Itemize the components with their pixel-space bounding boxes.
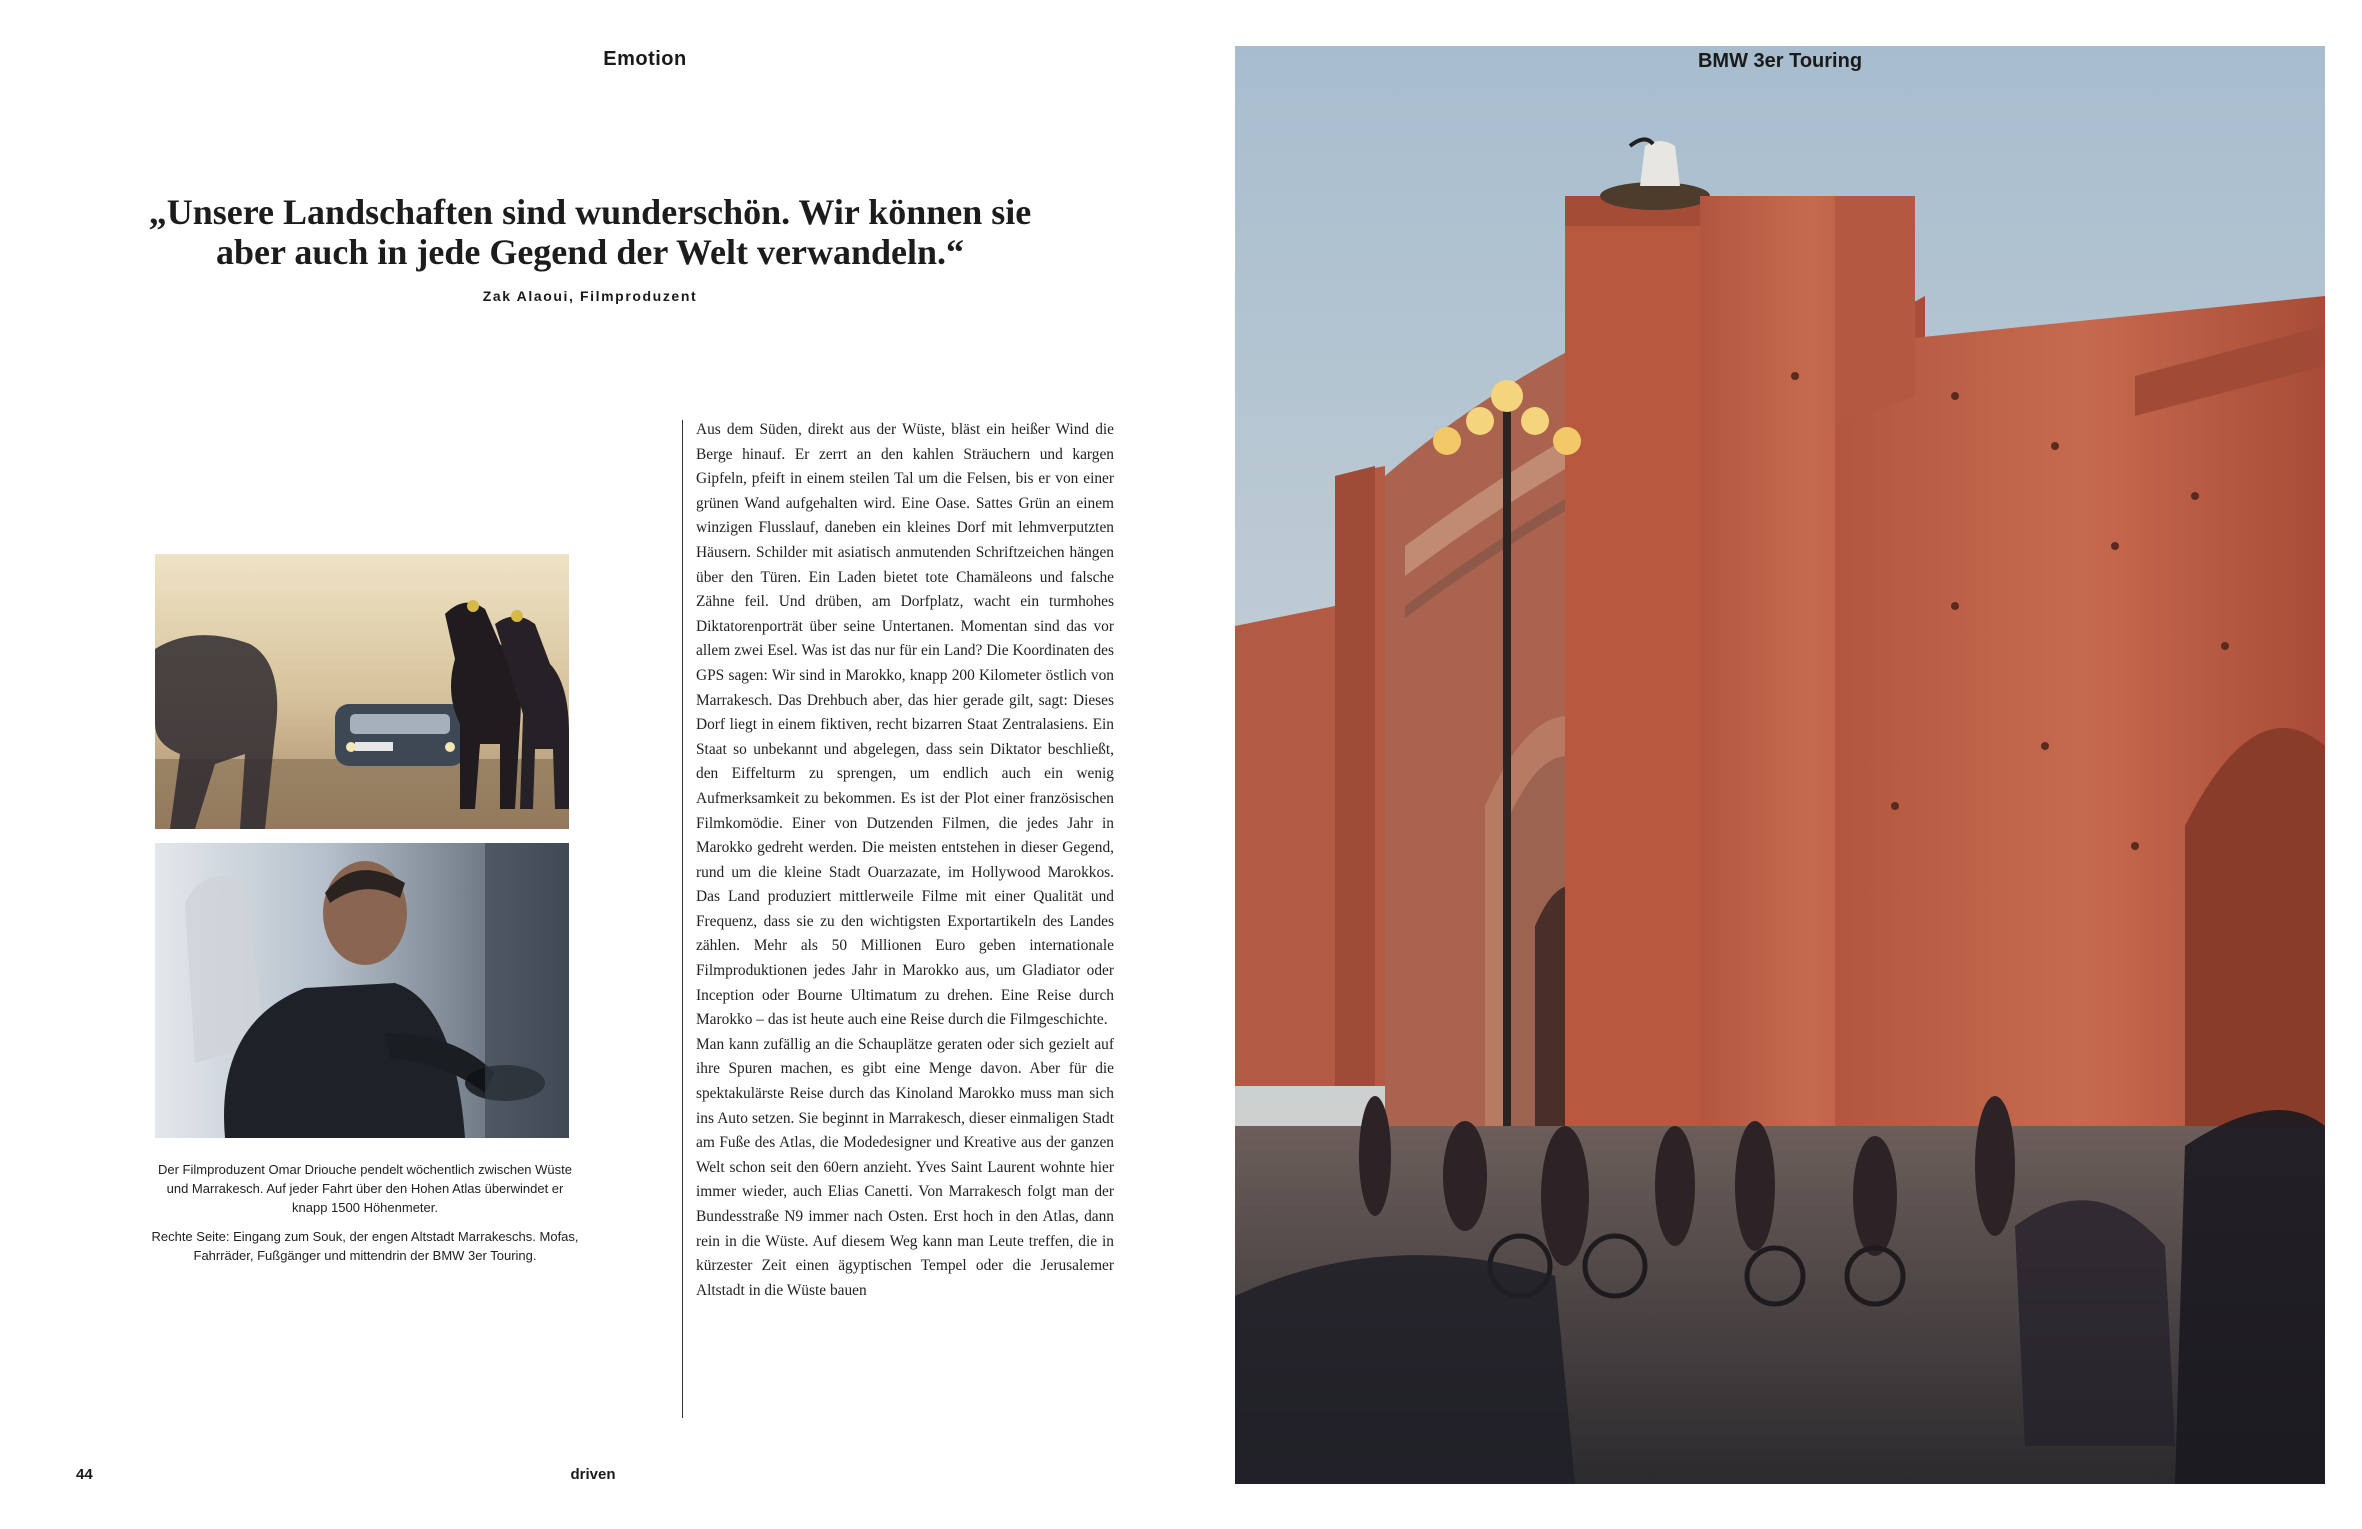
caption-driver: Der Filmproduzent Omar Driouche pendelt wöchentlich zwischen Wüste und Marrakesch. Auf jeder Fahrt über den Hohen Atlas überwindet er knapp 1500 Höhenmeter. bbox=[157, 1162, 572, 1215]
city-gate-photo bbox=[1235, 46, 2325, 1484]
article-paragraph-2: Man kann zufällig an die Schauplätze geraten oder sich gezielt auf ihre Spuren machen, es gibt eine Menge davon. Aber für die spektakulärste Reise durch das Kinoland Marokko muss man sich ins Auto setzen. Sie beginnt in Marrakesch, dieser einmaligen Stadt am Fuße des Atlas, die Modedesigner und Kreative aus der ganzen Welt schon seit den 60ern anzieht. Yves Saint Laurent wohnte hier immer wieder, auch Elias Canetti. Von Marrakesch folgt man der Bundesstraße N9 immer nach Osten. Erst hoch in den Atlas, dann rein in die Wüste. Auf diesem Weg kann man Leute treffen, die in kürzester Zeit einen ägyptischen Tempel oder die Jerusalemer Altstadt in die Wüste bauen bbox=[696, 1035, 1114, 1299]
section-label: Emotion bbox=[603, 48, 687, 70]
pull-quote bbox=[90, 192, 1090, 272]
horses-car-illustration bbox=[155, 554, 569, 829]
article-paragraph-1: Aus dem Süden, direkt aus der Wüste, bläst ein heißer Wind die Berge hinauf. Er zerrt an den kahlen Sträuchern und kargen Gipfeln, pfeift in einem steilen Tal um die Felsen, bis er von einer grünen Wand aufgehalten wird. Eine Oase. Sattes Grün an einem winzigen Flusslauf, daneben ein kleines Dorf mit lehmverputzten Häusern. Schilder mit asiatisch anmutenden Schriftzeichen hängen über den Türen. Ein Laden bietet tote Chamäleons und falsche Zähne feil. Und drüben, am Dorfplatz, wacht ein turmhohes Diktatorenporträt über seine Untertanen. Momentan sind das vor allem zwei Esel. Was ist das nur für ein Land? Die Koordinaten des GPS sagen: Wir sind in Marokko, knapp 200 Kilometer östlich von Marrakesch. Das Drehbuch aber, das hier gerade gilt, sagt: Dieses Dorf liegt in einem fiktiven, recht bizarren Staat Zentralasiens. Ein Staat so unbekannt und abgelegen, dass sein Diktator beschließt, den Eiffelturm zu sprengen, um endlich auch ein wenig Aufmerksamkeit zu bekommen. Es ist der Plot einer französischen Filmkomödie. Einer von Dutzenden Filmen, die jedes Jahr in Marokko gedreht werden. Die meisten entstehen in dieser Gegend, rund um die kleine Stadt Ouarzazate, im Hollywood Marokkos. Das Land produziert mittlerweile Filme mit einer Qualität und Frequenz, dass sie zu den wichtigsten Exportartikeln des Landes zählen. Mehr als 50 Millionen Euro geben internationale Filmproduktionen jedes Jahr in Marokko aus, um Gladiator oder Inception oder Bourne Ultimatum zu drehen. Eine Reise durch Marokko – das ist heute auch eine Reise durch die Filmgeschichte. bbox=[696, 421, 1114, 1029]
column-rule bbox=[682, 420, 683, 1418]
horses-car-photo bbox=[155, 554, 569, 829]
magazine-name: driven bbox=[570, 1466, 616, 1483]
photo-caption bbox=[150, 1160, 580, 1275]
quote-author: Zak Alaoui, Filmproduzent bbox=[482, 288, 698, 304]
right-section-label: BMW 3er Touring bbox=[1697, 50, 1863, 72]
driver-photo bbox=[155, 843, 569, 1138]
pull-quote-line-1: „Unsere Landschaften sind wunderschön. Wir können sie bbox=[148, 192, 1032, 232]
city-gate-illustration bbox=[1235, 46, 2325, 1484]
pull-quote-line-2: aber auch in jede Gegend der Welt verwandeln.“ bbox=[215, 232, 964, 272]
page-number: 44 bbox=[76, 1466, 93, 1483]
caption-right-page: Rechte Seite: Eingang zum Souk, der engen Altstadt Marrakeschs. Mofas, Fahrräder, Fußgänger und mittendrin der BMW 3er Touring. bbox=[151, 1229, 579, 1263]
driver-illustration bbox=[155, 843, 569, 1138]
article-body bbox=[696, 418, 1114, 1303]
